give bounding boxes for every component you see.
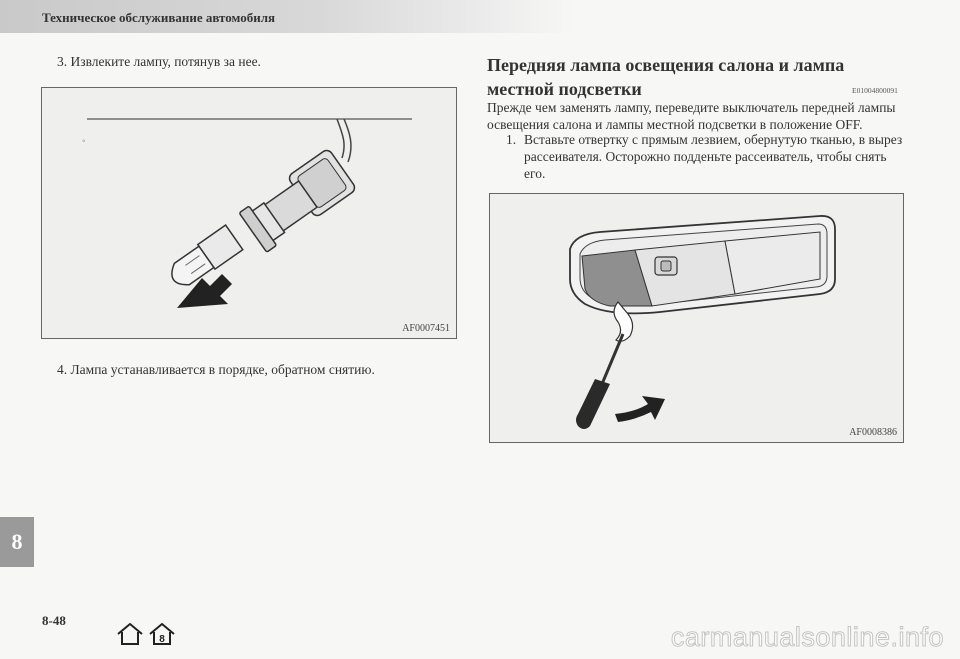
nav-icons bbox=[116, 622, 176, 646]
step-1-number: 1. bbox=[506, 132, 517, 147]
watermark: carmanualsonline.info bbox=[670, 622, 944, 652]
page-number: 8-48 bbox=[42, 613, 66, 628]
home-icon[interactable] bbox=[116, 622, 144, 646]
section-code: E01004800091 bbox=[852, 86, 898, 95]
intro-paragraph: Прежде чем заменять лампу, переведите выключатель передней лампы освещения салона и лампы местной подсветки в положение OFF. bbox=[487, 100, 896, 132]
step-3-text: 3. Извлеките лампу, потянув за нее. bbox=[57, 54, 261, 69]
home-8-icon[interactable] bbox=[148, 622, 176, 646]
step-1 bbox=[506, 131, 906, 182]
chapter-tab: 8 bbox=[0, 517, 34, 567]
screwdriver-icon bbox=[576, 302, 633, 429]
lever-arrow-icon bbox=[615, 396, 665, 422]
section-title: Передняя лампа освещения салона и лампа местной подсветки bbox=[487, 55, 845, 99]
figure-bulb-removal bbox=[41, 87, 457, 339]
figure-code: AF0008386 bbox=[849, 427, 897, 438]
figure-code: AF0007451 bbox=[402, 323, 450, 334]
lamp-illustration bbox=[490, 194, 903, 442]
bulb-illustration bbox=[42, 88, 456, 338]
svg-text:°: ° bbox=[82, 138, 86, 148]
figure-lens-removal bbox=[489, 193, 904, 443]
page-header-title: Техническое обслуживание автомобиля bbox=[42, 10, 276, 25]
step-4-text: 4. Лампа устанавливается в порядке, обратном снятию. bbox=[57, 362, 375, 377]
step-1-text: Вставьте отвертку с прямым лезвием, обернутую тканью, в вырез рассеивателя. Осторожно подденьте рассеиватель, чтобы снять его. bbox=[524, 132, 903, 181]
svg-text:8: 8 bbox=[159, 634, 165, 645]
